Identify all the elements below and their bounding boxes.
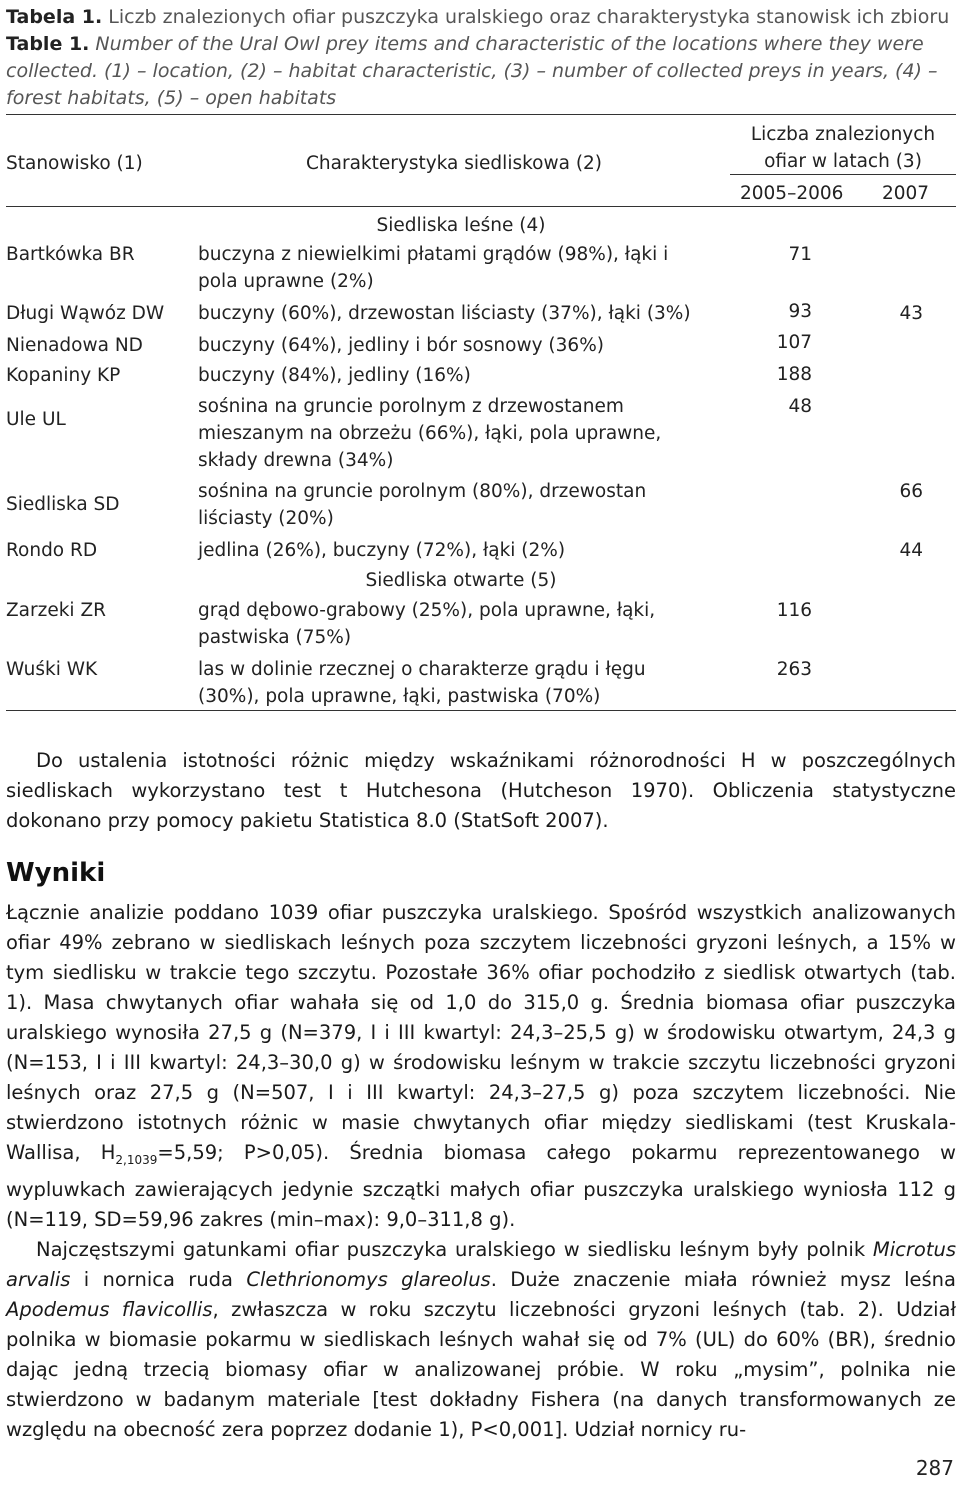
row-location: Wuśki WK (6, 659, 98, 680)
methods-paragraph (6, 746, 956, 836)
row-location: Siedliska SD (6, 494, 120, 515)
row-location: Nienadowa ND (6, 335, 143, 356)
species-name: Clethrionomys glareolus (246, 1268, 491, 1291)
row-habitat: sośnina na gruncie porolnym (80%), drzewostan liściasty (20%) (198, 481, 647, 529)
row-habitat: buczyna z niewielkimi płatami grądów (98%), łąki i pola uprawne (2%) (198, 244, 669, 292)
table-top-rule (6, 114, 956, 115)
row-habitat: jedlina (26%), buczyny (72%), łąki (2%) (198, 540, 566, 561)
caption-pl-text: Liczb znalezionych ofiar puszczyka uralskiego oraz charakterystyka stanowisk ich zbioru (102, 6, 950, 28)
header-years-2005-2006: 2005–2006 (740, 183, 844, 204)
row-location: Kopaniny KP (6, 365, 121, 386)
table-bottom-rule (6, 710, 956, 711)
row-habitat: buczyny (84%), jedliny (16%) (198, 365, 471, 386)
header-count-line2: ofiar w latach (3) (764, 151, 922, 172)
row-count-2005-2006: 116 (776, 600, 812, 621)
row-count-2007: 66 (899, 481, 923, 502)
row-location: Długi Wąwóz DW (6, 303, 165, 324)
row-habitat: buczyny (60%), drzewostan liściasty (37%), łąki (3%) (198, 303, 691, 324)
row-location: Bartkówka BR (6, 244, 135, 265)
row-habitat: grąd dębowo-grabowy (25%), pola uprawne, łąki, pastwiska (75%) (198, 600, 656, 648)
caption-en-text: Number of the Ural Owl prey items and characteristic of the locations where they were collected. (1) – location, (2) – habitat characteristic, (3) – number of collected preys in years, (4) – forest habitats, (5) – open habitats (6, 33, 938, 109)
row-count-2007: 43 (899, 303, 923, 324)
results-paragraph-2: Najczęstszymi gatunkami ofiar puszczyka uralskiego w siedlisku leśnym były polnik Microtus arvalis i nornica ruda Clethrionomys glareolus. Duże znaczenie miała również mysz leśna Apodemus flavicollis, zwłaszcza w roku szczytu liczebności gryzoni leśnych (tab. 2). Udział polnika w biomasie pokarmu w siedliskach leśnych wahał się od 7% (UL) do 60% (BR), średnio dając jedną trzecią biomasy ofiar w analizowanej próbie. W roku „mysim”, polnika nie stwierdzono w badanym materiale [test dokładny Fishera (na danych transformowanych ze względu na obecność zera poprzez dodanie 1), P<0,001]. Udział nornicy ru- (6, 1238, 956, 1441)
row-location: Zarzeki ZR (6, 600, 106, 621)
row-location: Rondo RD (6, 540, 98, 561)
row-count-2005-2006: 107 (776, 332, 812, 353)
row-count-2005-2006: 93 (788, 301, 812, 322)
results-text (6, 898, 956, 1445)
row-habitat: las w dolinie rzecznej o charakterze grądu i łęgu (30%), pola uprawne, łąki, pastwiska (70%) (198, 659, 646, 707)
species-name: Microtus arvalis (6, 1238, 956, 1291)
header-year-2007: 2007 (882, 183, 930, 204)
group-forest-label: Siedliska leśne (4) (376, 215, 546, 236)
page-number: 287 (915, 1456, 954, 1480)
row-count-2005-2006: 263 (776, 659, 812, 680)
row-count-2005-2006: 48 (788, 396, 812, 417)
paragraph-text: Do ustalenia istotności różnic między wskaźnikami różnorodności H w poszczególnych siedliskach wykorzystano test t Hutchesona (Hutcheson 1970). Obliczenia statystyczne dokonano przy pomocy pakietu Statistica 8.0 (StatSoft 2007). (6, 749, 956, 832)
results-paragraph-1: Łącznie analizie poddano 1039 ofiar puszczyka uralskiego. Spośród wszystkich analizowanych ofiar 49% zebrano w siedliskach leśnych poza szczytem liczebności gryzoni leśnych, a 15% w tym siedlisku w trakcie tego szczytu. Pozostałe 36% ofiar pochodziło z siedlisk otwartych (tab. 1). Masa chwytanych ofiar wahała się od 1,0 do 315,0 g. Średnia biomasa ofiar puszczyka uralskiego wynosiła 27,5 g (N=379, I i III kwartyl: 24,3–25,5 g) w środowisku otwartym, 24,3 g (N=153, I i III kwartyl: 24,3–30,0 g) w środowisku leśnym w trakcie szczytu liczebności gryzoni leśnych oraz 27,5 g (N=507, I i III kwartyl: 24,3–27,5 g) poza szczytem liczebności. Nie stwierdzono istotnych różnic w masie chwytanych ofiar między siedliskami (test Kruskala-Wallisa, $H_{2,1039}=5,59$; P>0,05). Średnia biomasa całego pokarmu reprezentowanego w wypluwkach zawierających jedynie szczątki małych ofiar puszczyka uralskiego wyniosła 112 g (N=119, SD=59,96 zakres (min–max): 9,0–311,8 g). (6, 901, 956, 1231)
header-count-line1: Liczba znalezionych (750, 124, 936, 145)
subscript: 2,1039 (115, 1153, 158, 1167)
caption-pl-label: Tabela 1. (6, 6, 103, 28)
species-name: Apodemus flavicollis (6, 1298, 213, 1321)
section-heading: Wyniki (6, 858, 106, 888)
row-count-2007: 44 (899, 540, 923, 561)
row-count-2005-2006: 71 (788, 244, 812, 265)
caption-en-label: Table 1. (6, 33, 90, 55)
group-open-label: Siedliska otwarte (5) (365, 570, 557, 591)
row-location: Ule UL (6, 409, 66, 430)
row-habitat: buczyny (64%), jedliny i bór sosnowy (36%) (198, 335, 604, 356)
table-caption (6, 4, 954, 112)
header-habitat: Charakterystyka siedliskowa (2) (306, 153, 603, 174)
header-location: Stanowisko (1) (6, 153, 143, 174)
row-habitat: sośnina na gruncie porolnym z drzewostanem mieszanym na obrzeżu (66%), łąki, pola uprawne, składy drewna (34%) (198, 396, 662, 471)
row-count-2005-2006: 188 (776, 364, 812, 385)
